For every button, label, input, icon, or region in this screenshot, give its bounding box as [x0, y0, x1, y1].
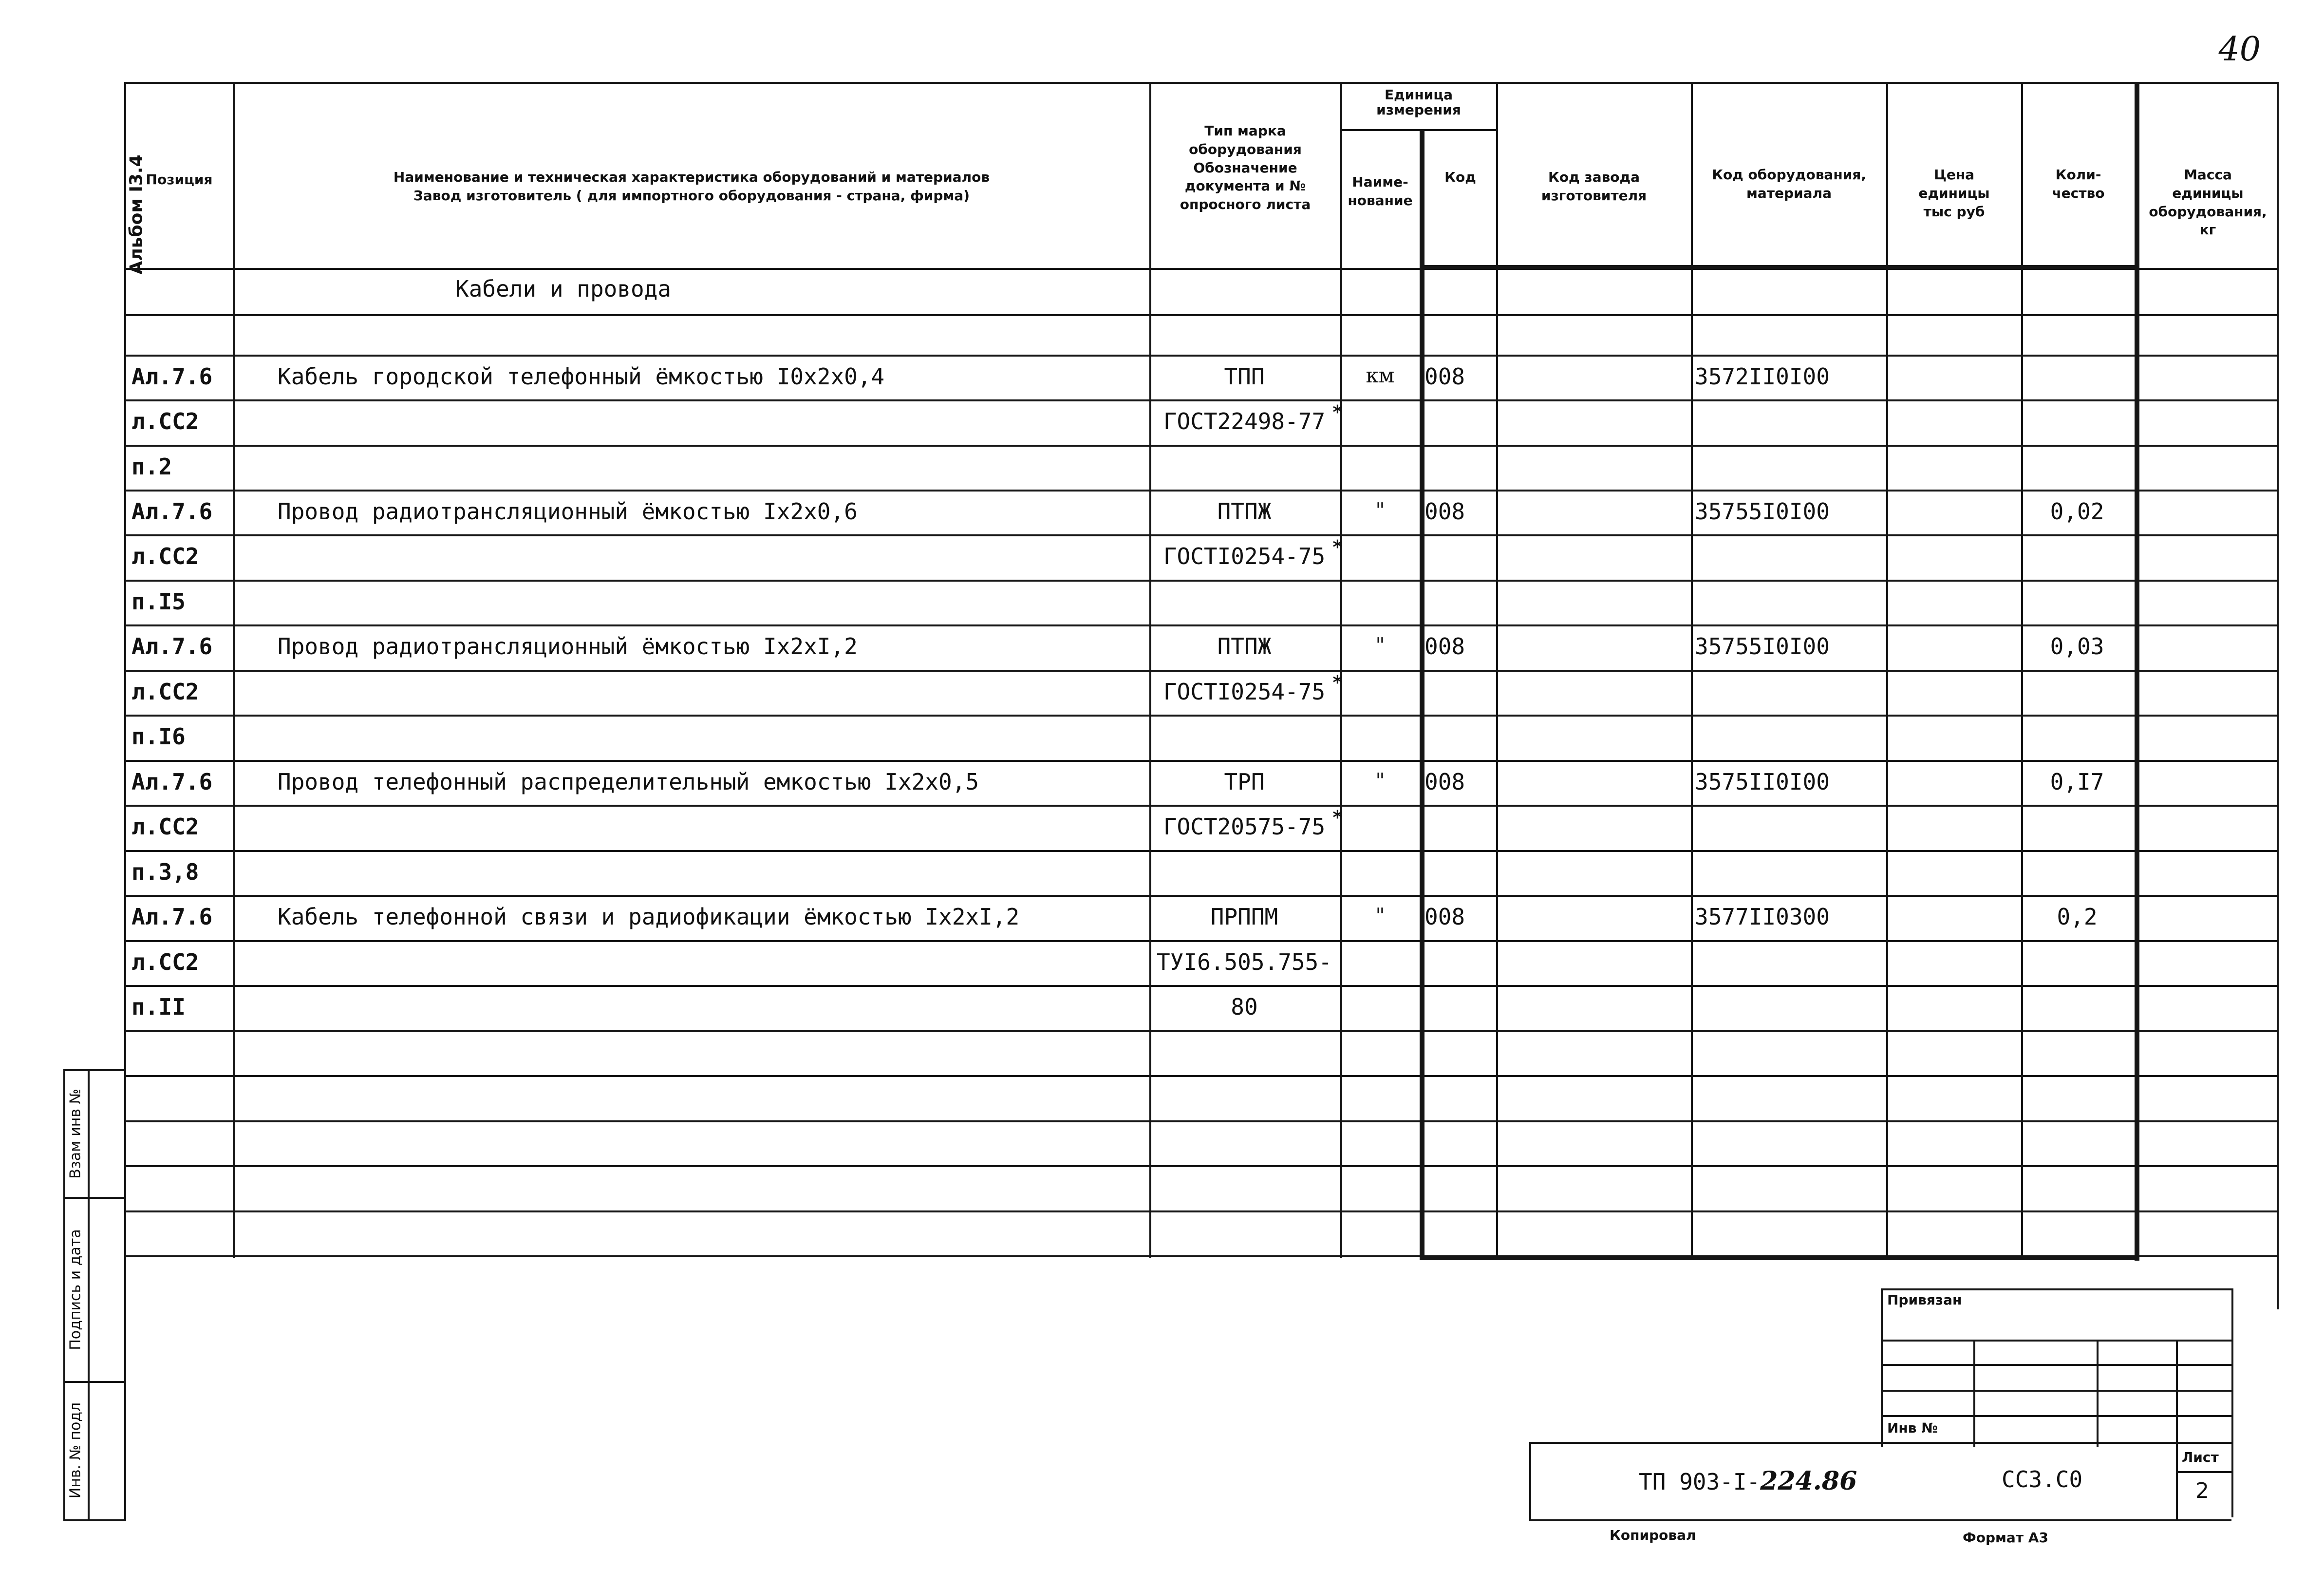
row-name: Провод радиотрансляционный ёмкостью Iх2хI,2 — [278, 633, 858, 660]
header-price-line: единицы — [1918, 185, 1990, 201]
row-type: ГОСТI0254-75 — [1163, 543, 1326, 569]
row-quantity: 0,2 — [2057, 904, 2098, 930]
header-price-line: Цена — [1933, 167, 1975, 183]
row-type: 80 — [1231, 994, 1258, 1020]
row-position: Ал.7.6 — [131, 904, 213, 930]
row-position: Ал.7.6 — [131, 633, 213, 660]
header-factory-code — [1497, 168, 1691, 205]
row-position: Ал.7.6 — [131, 769, 213, 795]
row-position: л.СС2 — [131, 813, 199, 840]
row-unit: " — [1375, 498, 1385, 522]
row-position: Ал.7.6 — [131, 498, 213, 525]
header-name — [234, 168, 1149, 205]
row-type: ПРППМ — [1210, 904, 1278, 930]
row-equipment-code: 3575II0I00 — [1695, 769, 1830, 795]
header-price-line: тыс руб — [1923, 203, 1985, 220]
header-type — [1150, 122, 1340, 214]
row-type: ТРП — [1224, 769, 1265, 795]
header-type-line: опросного листа — [1180, 196, 1311, 213]
tied-label: Привязан — [1887, 1292, 1962, 1308]
row-equipment-code: 3577II0300 — [1695, 904, 1830, 930]
header-type-line: документа и № — [1184, 178, 1306, 194]
header-unit-group-line: измерения — [1376, 101, 1461, 118]
row-position: п.I5 — [131, 588, 186, 615]
row-position: л.СС2 — [131, 543, 199, 569]
header-quantity-line: чество — [2052, 185, 2105, 201]
row-position: Ал.7.6 — [131, 363, 213, 390]
row-position: л.СС2 — [131, 408, 199, 435]
header-factory-line: Код завода — [1548, 169, 1640, 185]
section-title: Кабели и провода — [455, 276, 672, 302]
header-quantity-line: Коли- — [2055, 167, 2101, 183]
inv-no-label: Инв № — [1887, 1420, 1938, 1436]
row-code: 008 — [1424, 904, 1465, 930]
header-mass-line: единицы — [2172, 185, 2244, 201]
row-name: Провод радиотрансляционный ёмкостью Iх2х0,6 — [278, 498, 858, 525]
row-position: п.2 — [131, 454, 172, 480]
header-price — [1887, 166, 2021, 221]
header-unit-name-line: Наиме- — [1352, 174, 1408, 190]
row-type: ГОСТ20575-75 — [1163, 813, 1326, 840]
footer-format: Формат А3 — [1963, 1530, 2048, 1546]
header-position: Позиция — [146, 171, 213, 188]
header-quantity — [2022, 166, 2135, 203]
row-type: ПТПЖ — [1217, 498, 1272, 525]
header-equipment-line: материала — [1746, 185, 1832, 201]
row-position: п.II — [131, 994, 186, 1020]
row-type-mark: * — [1332, 401, 1343, 423]
header-unit-name — [1341, 173, 1419, 210]
row-equipment-code: 35755I0I00 — [1695, 633, 1830, 660]
stamp-replace-inv: Взам инв № — [67, 1089, 84, 1179]
row-type: ТПП — [1224, 363, 1265, 390]
header-equipment-code — [1692, 166, 1886, 203]
doc-number-suffix: 224.86 — [1760, 1466, 1857, 1496]
sheet-label: Лист — [2182, 1449, 2219, 1465]
footer-copied: Копировал — [1610, 1527, 1696, 1543]
doc-code: СС3.С0 — [2002, 1466, 2083, 1493]
row-type: ПТПЖ — [1217, 633, 1272, 660]
row-quantity: 0,02 — [2050, 498, 2104, 525]
header-unit-name-line: нование — [1348, 192, 1413, 208]
header-type-line: Тип марка — [1204, 123, 1286, 139]
row-unit: км — [1366, 363, 1395, 387]
header-mass — [2139, 166, 2277, 239]
row-equipment-code: 35755I0I00 — [1695, 498, 1830, 525]
header-mass-line: Масса — [2184, 167, 2232, 183]
header-mass-line: оборудования, — [2149, 203, 2267, 220]
header-mass-line: кг — [2199, 222, 2216, 238]
row-code: 008 — [1424, 633, 1465, 660]
row-name: Кабель телефонной связи и радиофикации ёмкостью Iх2хI,2 — [278, 904, 1020, 930]
stamp-inv-orig: Инв. № подл — [67, 1402, 84, 1499]
header-factory-line: изготовителя — [1541, 187, 1647, 204]
row-name: Кабель городской телефонный ёмкостью I0х2х0,4 — [278, 363, 885, 390]
row-code: 008 — [1424, 769, 1465, 795]
doc-number — [1639, 1466, 1857, 1496]
row-unit: " — [1375, 769, 1385, 793]
row-type: ГОСТI0254-75 — [1163, 679, 1326, 705]
header-equipment-line: Код оборудования, — [1712, 167, 1866, 183]
header-name-line1: Наименование и техническая характеристика оборудований и материалов — [393, 169, 990, 185]
row-code: 008 — [1424, 498, 1465, 525]
row-position: л.СС2 — [131, 949, 199, 975]
row-type-mark: * — [1332, 807, 1343, 828]
row-position: л.СС2 — [131, 679, 199, 705]
row-type: ГОСТ22498-77 — [1163, 408, 1326, 435]
row-equipment-code: 3572II0I00 — [1695, 363, 1830, 390]
row-position: п.I6 — [131, 723, 186, 750]
header-unit-group — [1341, 88, 1496, 118]
doc-number-prefix: ТП 903-I- — [1639, 1469, 1761, 1495]
row-code: 008 — [1424, 363, 1465, 390]
row-type-mark: * — [1332, 672, 1343, 693]
sheet-number: 2 — [2195, 1478, 2209, 1503]
header-type-line: Обозначение — [1193, 159, 1297, 176]
header-unit-code: Код — [1444, 169, 1476, 185]
row-position: п.3,8 — [131, 859, 199, 885]
row-quantity: 0,I7 — [2050, 769, 2104, 795]
row-name: Провод телефонный распределительный емкостью Iх2х0,5 — [278, 769, 979, 795]
row-unit: " — [1375, 904, 1385, 927]
page-number: 40 — [2218, 30, 2261, 69]
row-unit: " — [1375, 633, 1385, 657]
album-label: Альбом I3.4 — [126, 154, 147, 275]
header-unit-group-line: Единица — [1385, 87, 1453, 103]
header-type-line: оборудования — [1189, 141, 1302, 157]
header-name-line2: Завод изготовитель ( для импортного оборудования - страна, фирма) — [413, 187, 970, 204]
row-type: ТУI6.505.755- — [1156, 949, 1332, 975]
row-quantity: 0,03 — [2050, 633, 2104, 660]
row-type-mark: * — [1332, 536, 1343, 558]
stamp-sign-date: Подпись и дата — [67, 1229, 84, 1350]
